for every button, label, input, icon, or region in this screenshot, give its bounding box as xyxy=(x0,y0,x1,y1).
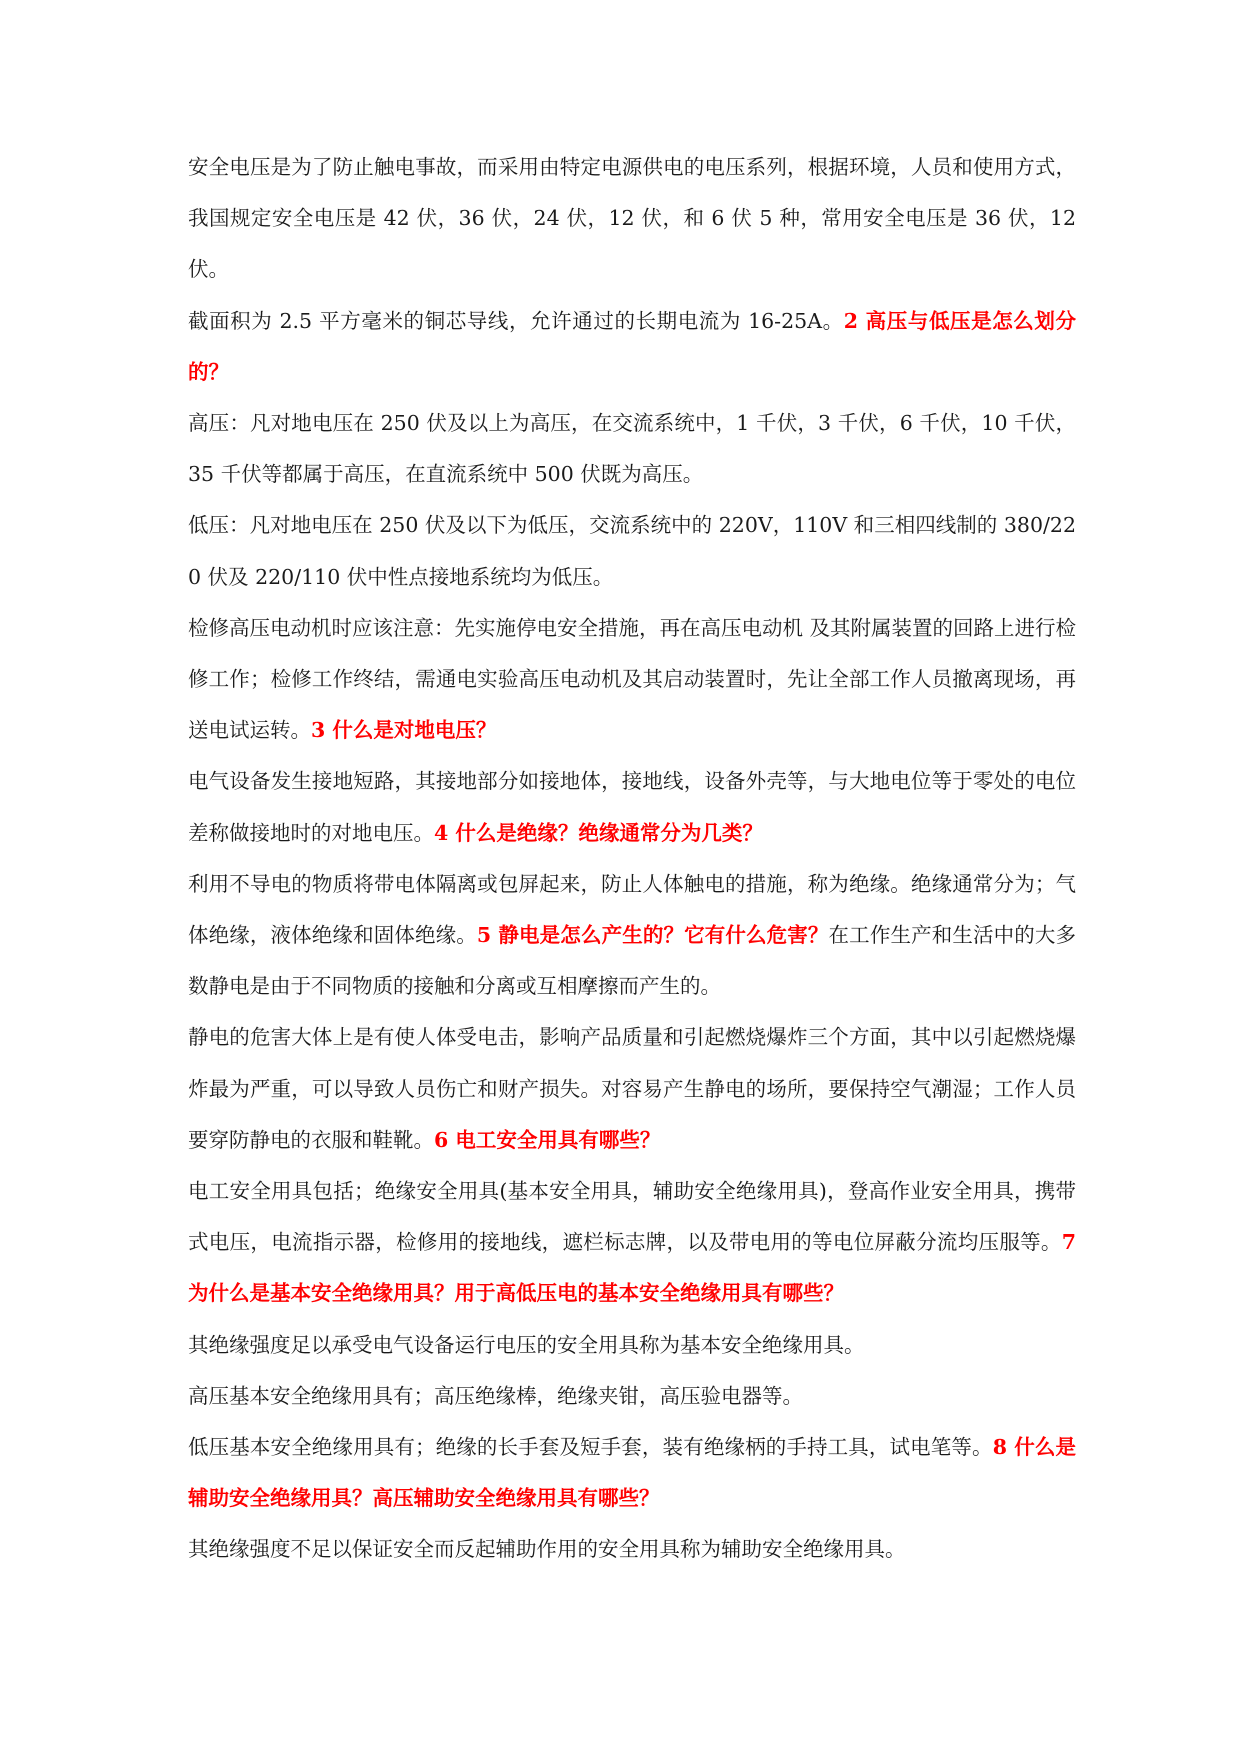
paragraph xyxy=(188,1371,1076,1422)
question-heading: 8 什么是辅助安全绝缘用具？高压辅助安全绝缘用具有哪些？ xyxy=(188,1435,1077,1511)
paragraph-text: 安全电压是为了防止触电事故，而采用由特定电源供电的电压系列，根据环境，人员和使用方式，我国规定安全电压是 42 伏，36 伏，24 伏，12 伏，和 6 伏 5 种，常用安全电压是 36 伏，12 伏。 xyxy=(188,155,1076,282)
paragraph-text: 低压基本安全绝缘用具有；绝缘的长手套及短手套，装有绝缘柄的手持工具，试电笔等。 xyxy=(188,1435,993,1460)
paragraph-text: 电气设备发生接地短路，其接地部分如接地体，接地线，设备外壳等，与大地电位等于零处的电位差称做接地时的对地电压。 xyxy=(188,769,1076,845)
paragraph-text: 高压基本安全绝缘用具有；高压绝缘棒，绝缘夹钳，高压验电器等。 xyxy=(188,1383,803,1408)
paragraph xyxy=(188,398,1076,500)
question-heading: 7 为什么是基本安全绝缘用具？用于高低压电的基本安全绝缘用具有哪些？ xyxy=(188,1230,1076,1306)
paragraph-text: 高压：凡对地电压在 250 伏及以上为高压，在交流系统中，1 千伏，3 千伏，6 千伏，10 千伏，35 千伏等都属于高压，在直流系统中 500 伏既为高压。 xyxy=(188,411,1076,487)
paragraph-text: 其绝缘强度足以承受电气设备运行电压的安全用具称为基本安全绝缘用具。 xyxy=(188,1332,865,1357)
paragraph-text: 在工作生产和生活中的大多数静电是由于不同物质的接触和分离或互相摩擦而产生的。 xyxy=(188,923,1077,999)
paragraph xyxy=(188,603,1076,757)
paragraph xyxy=(188,756,1076,858)
question-heading: 2 高压与低压是怎么划分的？ xyxy=(188,308,1076,384)
paragraph xyxy=(188,1166,1076,1320)
paragraph-text: 其绝缘强度不足以保证安全而反起辅助作用的安全用具称为辅助安全绝缘用具。 xyxy=(188,1537,906,1562)
paragraph xyxy=(188,1422,1076,1524)
paragraph-text: 利用不导电的物质将带电体隔离或包屏起来，防止人体触电的措施，称为绝缘。绝缘通常分为；气体绝缘，液体绝缘和固体绝缘。 xyxy=(188,871,1076,948)
paragraph xyxy=(188,1320,1076,1371)
paragraph xyxy=(188,500,1076,602)
paragraph-text: 静电的危害大体上是有使人体受电击，影响产品质量和引起燃烧爆炸三个方面，其中以引起燃烧爆炸最为严重，可以导致人员伤亡和财产损失。对容易产生静电的场所，要保持空气潮湿；工作人员要穿防静电的衣服和鞋靴。 xyxy=(188,1025,1076,1152)
document-body xyxy=(188,142,1076,1576)
question-heading: 5 静电是怎么产生的？它有什么危害？ xyxy=(476,923,829,948)
question-heading: 4 什么是绝缘？绝缘通常分为几类？ xyxy=(434,820,763,845)
paragraph xyxy=(188,1524,1076,1575)
paragraph-text: 检修高压电动机时应该注意：先实施停电安全措施，再在高压电动机 及其附属装置的回路上进行检修工作；检修工作终结，需通电实验高压电动机及其启动装置时，先让全部工作人员撤离现场，再送电试运转。 xyxy=(188,615,1077,743)
paragraph-text: 电工安全用具包括；绝缘安全用具(基本安全用具，辅助安全绝缘用具)，登高作业安全用具，携带式电压，电流指示器，检修用的接地线，遮栏标志牌，以及带电用的等电位屏蔽分流均压服等。 xyxy=(188,1179,1076,1255)
paragraph xyxy=(188,142,1076,296)
paragraph xyxy=(188,1012,1076,1166)
question-heading: 3 什么是对地电压？ xyxy=(311,718,497,743)
paragraph-text: 截面积为 2.5 平方毫米的铜芯导线，允许通过的长期电流为 16-25A。 xyxy=(188,308,844,333)
question-heading: 6 电工安全用具有哪些？ xyxy=(434,1127,661,1152)
paragraph xyxy=(188,859,1076,1013)
paragraph xyxy=(188,296,1076,398)
paragraph-text: 低压：凡对地电压在 250 伏及以下为低压，交流系统中的 220V，110V 和三相四线制的 380/220 伏及 220/110 伏中性点接地系统均为低压。 xyxy=(188,513,1076,589)
